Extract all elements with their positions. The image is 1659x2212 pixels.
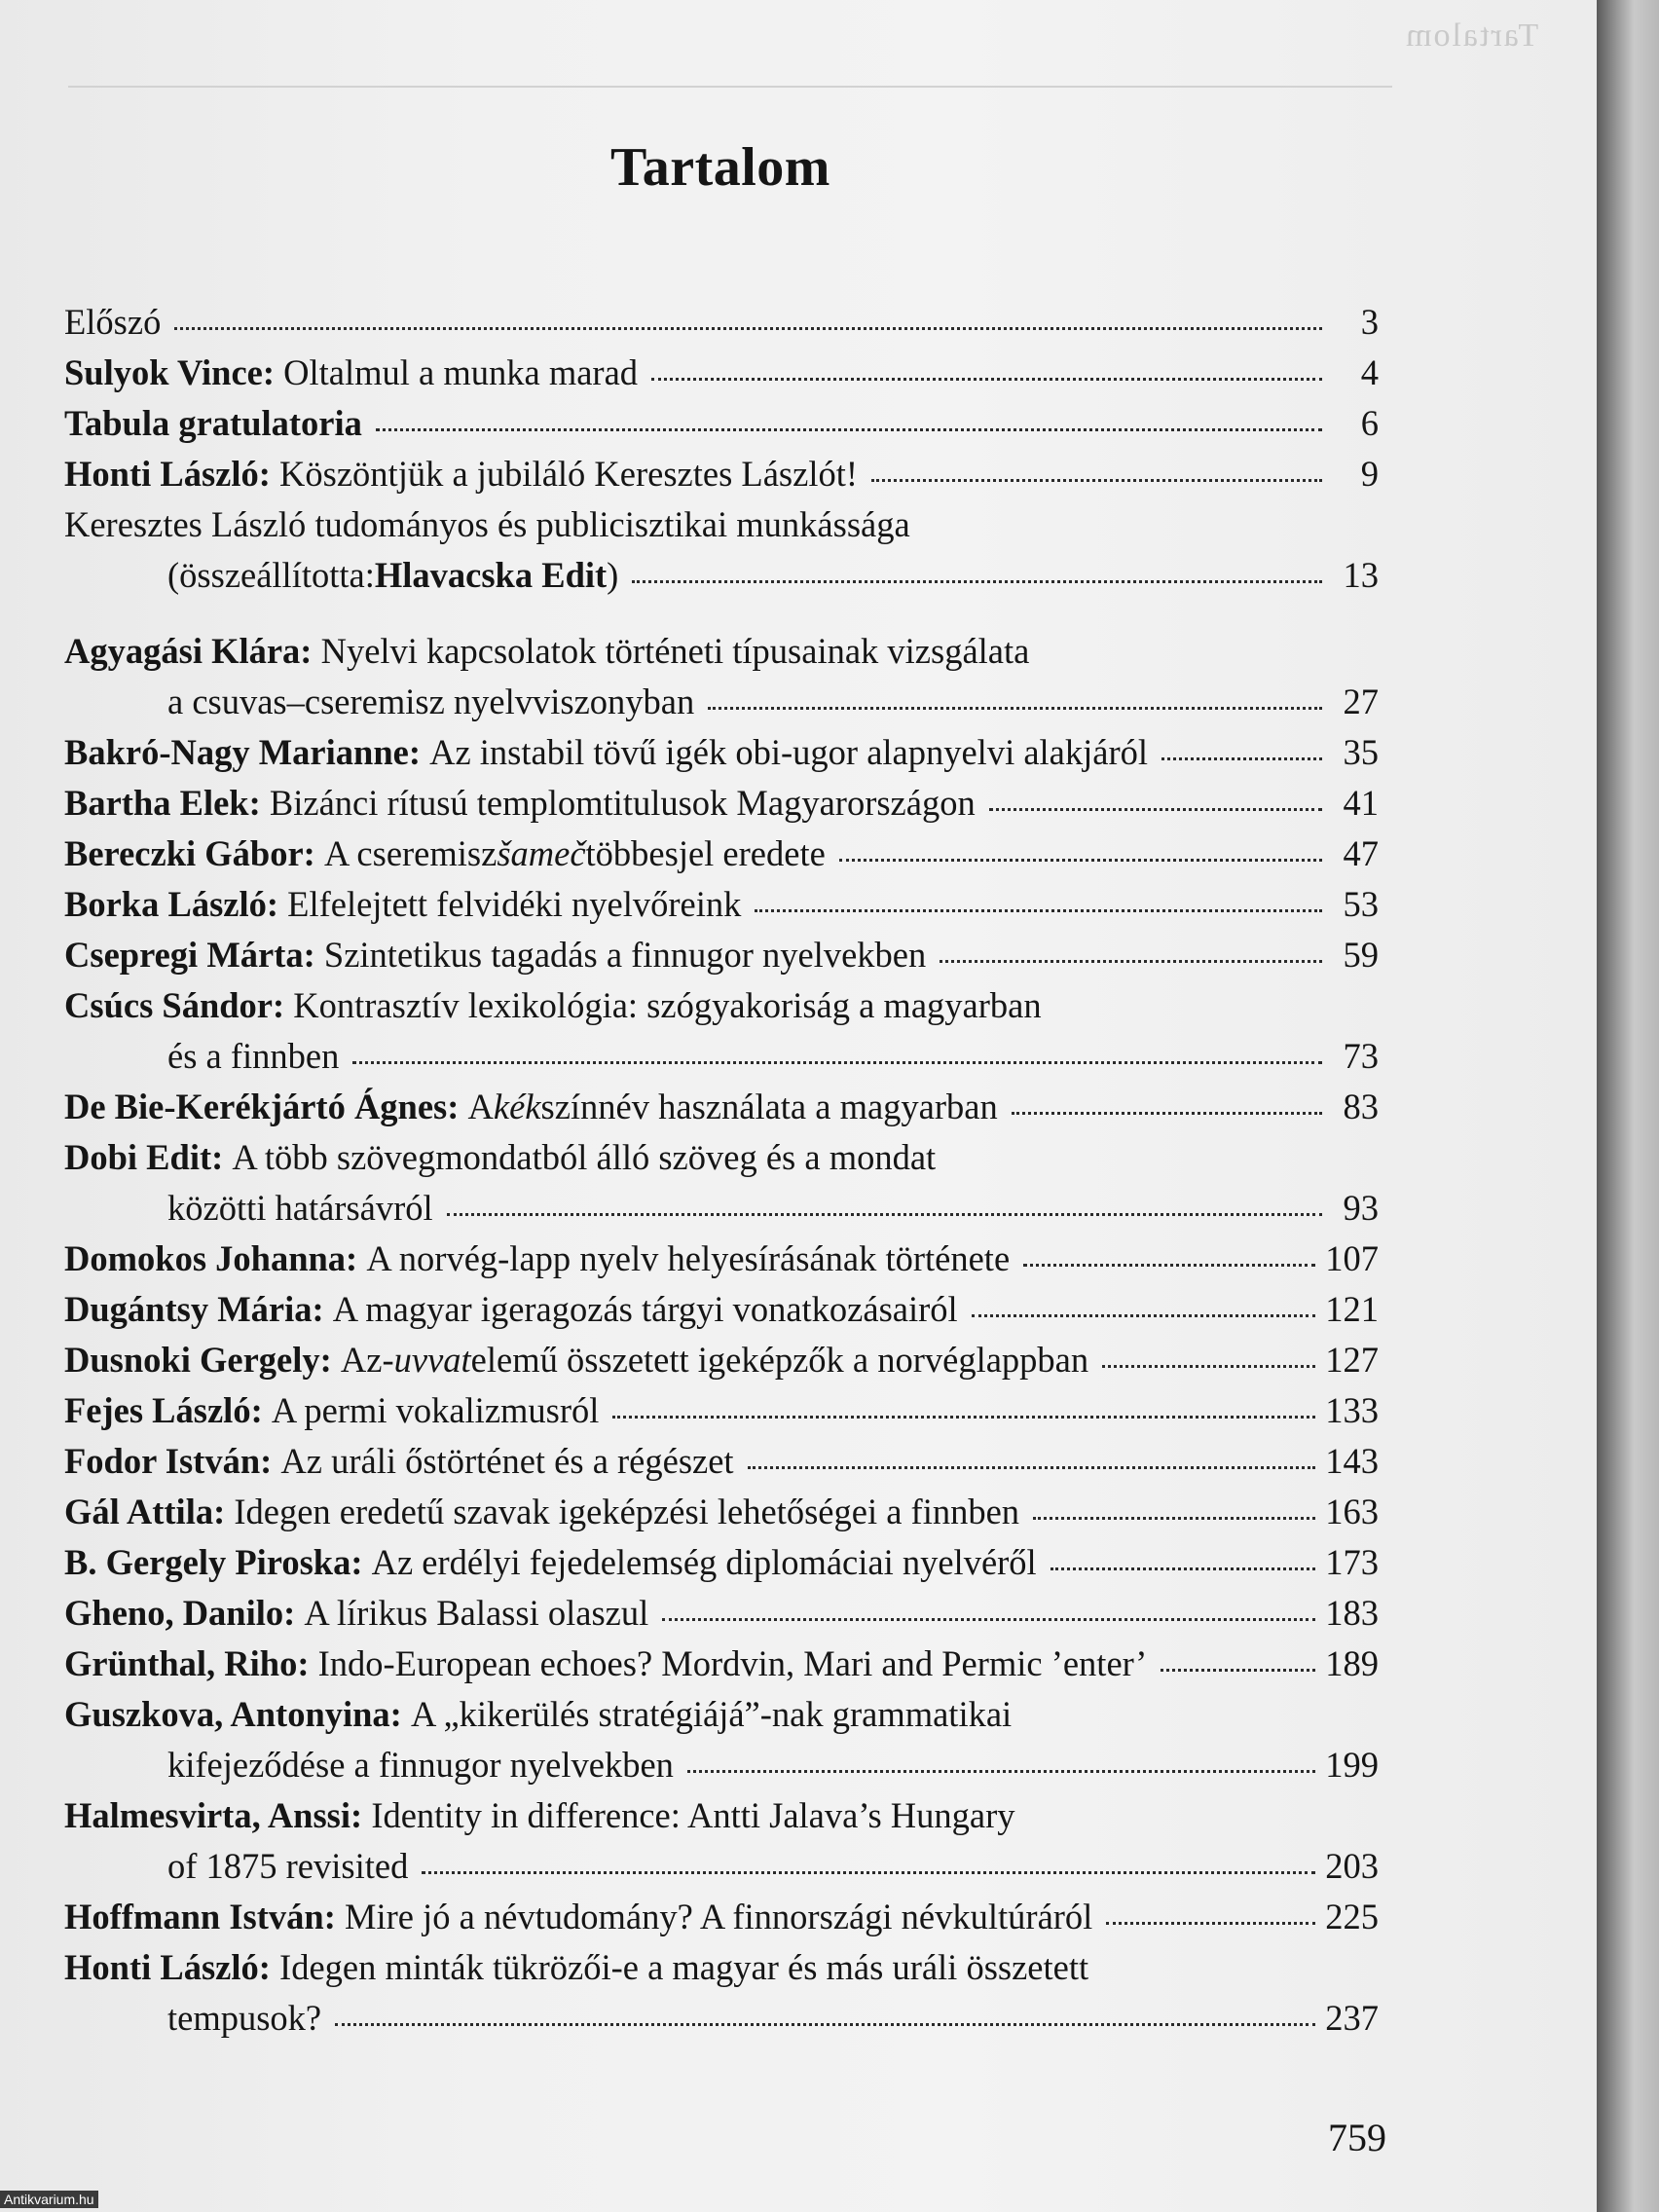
entry-page: 189	[1325, 1643, 1379, 1683]
dot-leader	[708, 705, 1322, 710]
entry-author: Borka László:	[64, 884, 279, 924]
toc-entry	[64, 778, 1379, 829]
page-title: Tartalom	[610, 137, 830, 198]
toc-entry	[64, 1082, 1379, 1132]
entry-title: Keresztes László tudományos és publicisztikai munkássága	[64, 504, 910, 544]
entry-title-cont: és a finnben	[167, 1036, 340, 1076]
entry-page: 133	[1325, 1390, 1379, 1430]
toc-entry	[64, 1639, 1379, 1689]
entry-title: Identity in difference: Antti Jalava’s Hungary	[371, 1795, 1015, 1835]
entry-author: Dusnoki Gergely:	[64, 1340, 332, 1380]
entry-author: Honti László:	[64, 1947, 271, 1987]
entry-page: 73	[1343, 1036, 1379, 1076]
entry-page: 41	[1343, 783, 1379, 823]
toc-entry	[64, 1689, 1379, 1790]
page-number: 759	[1328, 2116, 1386, 2159]
entry-author: Honti László:	[64, 454, 271, 494]
toc-entry	[64, 626, 1379, 727]
table-of-contents	[64, 297, 1379, 2044]
toc-entry	[64, 829, 1379, 879]
toc-entry	[64, 297, 1379, 348]
book-page-edge	[1597, 0, 1659, 2212]
entry-author: Tabula gratulatoria	[64, 403, 362, 443]
dot-leader	[748, 1464, 1316, 1469]
entry-title: A lírikus Balassi olaszul	[304, 1593, 649, 1633]
entry-author: Bakró-Nagy Marianne:	[64, 732, 421, 772]
entry-author: Domokos Johanna:	[64, 1238, 358, 1278]
entry-page: 173	[1325, 1542, 1379, 1582]
toc-entry	[64, 1132, 1379, 1234]
entry-title: Köszöntjük a jubiláló Keresztes Lászlót!	[279, 454, 859, 494]
entry-author: Gál Attila:	[64, 1492, 226, 1531]
entry-title-cont: tempusok?	[167, 1998, 322, 2038]
entry-author: De Bie-Kerékjártó Ágnes:	[64, 1087, 460, 1126]
toc-entry	[64, 1942, 1379, 2044]
entry-page: 121	[1325, 1289, 1379, 1329]
header-rule	[68, 86, 1392, 88]
entry-page: 9	[1360, 454, 1379, 494]
entry-title: Indo-European echoes? Mordvin, Mari and Permic ’enter’	[317, 1643, 1148, 1683]
entry-page: 47	[1343, 833, 1379, 873]
entry-title: Az uráli őstörténet és a régészet	[280, 1441, 734, 1481]
toc-entry	[64, 499, 1379, 601]
entry-author: Bartha Elek:	[64, 783, 261, 823]
entry-author: Dobi Edit:	[64, 1137, 224, 1177]
entry-page: 35	[1343, 732, 1379, 772]
dot-leader	[687, 1768, 1315, 1773]
dot-leader	[972, 1312, 1316, 1317]
dot-leader	[1023, 1262, 1315, 1267]
toc-entry	[64, 1537, 1379, 1588]
dot-leader	[1106, 1920, 1315, 1925]
entry-page: 203	[1325, 1846, 1379, 1886]
toc-entry	[64, 1436, 1379, 1487]
dot-leader	[1012, 1110, 1322, 1115]
running-header: Tartalom	[1403, 18, 1538, 54]
dot-leader	[352, 1059, 1322, 1064]
entry-title: Idegen eredetű szavak igeképzési lehetőségei a finnben	[234, 1492, 1020, 1531]
toc-entry	[64, 398, 1379, 449]
dot-leader	[662, 1616, 1315, 1621]
entry-title: A norvég-lapp nyelv helyesírásának története	[366, 1238, 1011, 1278]
dot-leader	[1102, 1363, 1315, 1368]
dot-leader	[755, 907, 1322, 912]
toc-entry	[64, 449, 1379, 499]
toc-entry	[64, 1234, 1379, 1284]
entry-title: A „kikerülés stratégiájá”-nak grammatikai	[410, 1694, 1013, 1734]
entry-title-cont: kifejeződése a finnugor nyelvekben	[167, 1745, 674, 1785]
entry-page: 237	[1325, 1998, 1379, 2038]
entry-title: Bizánci rítusú templomtitulusok Magyarországon	[269, 783, 976, 823]
toc-entry	[64, 348, 1379, 398]
entry-title-post: többesjel eredete	[585, 833, 826, 873]
toc-entry	[64, 980, 1379, 1082]
entry-title: Mire jó a névtudomány? A finnországi névkultúráról	[344, 1897, 1093, 1936]
entry-title: Oltalmul a munka marad	[283, 352, 639, 392]
entry-title-cont: of 1875 revisited	[167, 1846, 409, 1886]
dot-leader	[447, 1211, 1322, 1216]
dot-leader	[1161, 1667, 1315, 1672]
entry-title: Az erdélyi fejedelemség diplomáciai nyelvéről	[371, 1542, 1037, 1582]
toc-entry	[64, 1335, 1379, 1385]
entry-title-post: színnév használata a magyarban	[540, 1087, 998, 1126]
entry-title-pre: Az	[340, 1340, 383, 1380]
entry-title-pre: A cseremisz	[323, 833, 498, 873]
entry-page: 13	[1343, 555, 1379, 595]
dot-leader	[1033, 1515, 1315, 1520]
toc-entry	[64, 1487, 1379, 1537]
dot-leader	[612, 1414, 1315, 1419]
entry-title: Az instabil tövű igék obi-ugor alapnyelvi alakjáról	[429, 732, 1149, 772]
entry-author: Csepregi Márta:	[64, 935, 315, 975]
entry-title-italic: kék	[493, 1087, 541, 1126]
entry-title-pre: A	[467, 1087, 494, 1126]
entry-title: A magyar igeragozás tárgyi vonatkozásairól	[332, 1289, 958, 1329]
toc-entry	[64, 1284, 1379, 1335]
entry-page: 83	[1343, 1087, 1379, 1126]
entry-author: Grünthal, Riho:	[64, 1643, 310, 1683]
entry-page: 225	[1325, 1897, 1379, 1936]
dot-leader	[989, 806, 1322, 811]
entry-page: 183	[1325, 1593, 1379, 1633]
entry-author: Gheno, Danilo:	[64, 1593, 296, 1633]
section-gap	[64, 601, 1379, 626]
entry-title: Idegen minták tükrözői-e a magyar és más uráli összetett	[279, 1947, 1089, 1987]
entry-page: 53	[1343, 884, 1379, 924]
toc-entry	[64, 727, 1379, 778]
entry-title-cont: közötti határsávról	[167, 1188, 433, 1228]
entry-author: Fejes László:	[64, 1390, 263, 1430]
entry-compiler-suffix: )	[607, 555, 619, 595]
entry-author: B. Gergely Piroska:	[64, 1542, 363, 1582]
entry-author: Bereczki Gábor:	[64, 833, 315, 873]
entry-author: Csúcs Sándor:	[64, 985, 285, 1025]
dot-leader	[174, 325, 1322, 330]
entry-page: 3	[1360, 302, 1379, 342]
entry-page: 199	[1325, 1745, 1379, 1785]
watermark: Antikvarium.hu	[0, 2191, 98, 2208]
entry-page: 93	[1343, 1188, 1379, 1228]
toc-entry	[64, 879, 1379, 930]
dot-leader	[376, 426, 1322, 431]
entry-author: Halmesvirta, Anssi:	[64, 1795, 363, 1835]
entry-author: Agyagási Klára:	[64, 631, 313, 671]
entry-author: Dugántsy Mária:	[64, 1289, 324, 1329]
entry-author: Sulyok Vince:	[64, 352, 276, 392]
entry-author: Hoffmann István:	[64, 1897, 336, 1936]
entry-title: Elfelejtett felvidéki nyelvőreink	[287, 884, 742, 924]
dot-leader	[1051, 1566, 1316, 1570]
entry-title: Szintetikus tagadás a finnugor nyelvekben	[323, 935, 927, 975]
entry-compiler-prefix: (összeállította:	[167, 555, 375, 595]
entry-page: 127	[1325, 1340, 1379, 1380]
dot-leader	[632, 578, 1322, 583]
entry-title: Nyelvi kapcsolatok történeti típusainak vizsgálata	[320, 631, 1030, 671]
entry-title-cont: a csuvas–cseremisz nyelvviszonyban	[167, 682, 695, 721]
entry-title-italic: -uvvat	[382, 1340, 471, 1380]
entry-title-post: elemű összetett igeképzők a norvéglappban	[470, 1340, 1089, 1380]
dot-leader	[1161, 756, 1322, 760]
toc-entry	[64, 1385, 1379, 1436]
toc-entry	[64, 1892, 1379, 1942]
entry-title: Kontrasztív lexikológia: szógyakoriság a magyarban	[293, 985, 1042, 1025]
entry-title: Előszó	[64, 302, 162, 342]
entry-page: 6	[1360, 403, 1379, 443]
entry-page: 4	[1360, 352, 1379, 392]
dot-leader	[940, 958, 1322, 963]
dot-leader	[651, 376, 1322, 381]
entry-title: A permi vokalizmusról	[271, 1390, 600, 1430]
dot-leader	[871, 477, 1322, 482]
entry-compiler: Hlavacska Edit	[374, 555, 608, 595]
entry-author: Fodor István:	[64, 1441, 273, 1481]
entry-page: 59	[1343, 935, 1379, 975]
toc-entry	[64, 1588, 1379, 1639]
entry-page: 143	[1325, 1441, 1379, 1481]
dot-leader	[839, 857, 1322, 862]
toc-entry	[64, 1790, 1379, 1892]
entry-title-italic: šameč	[497, 833, 586, 873]
dot-leader	[335, 2021, 1315, 2026]
entry-page: 163	[1325, 1492, 1379, 1531]
entry-author: Guszkova, Antonyina:	[64, 1694, 402, 1734]
entry-page: 107	[1325, 1238, 1379, 1278]
entry-page: 27	[1343, 682, 1379, 721]
entry-title: A több szövegmondatból álló szöveg és a mondat	[232, 1137, 937, 1177]
dot-leader	[422, 1869, 1315, 1874]
toc-entry	[64, 930, 1379, 980]
